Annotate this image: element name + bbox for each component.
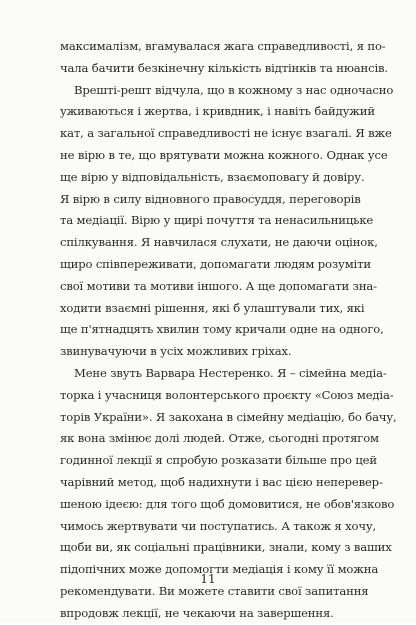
text-line: рекомендувати. Ви можете ставити свої запитання <box>60 583 369 598</box>
text-line: свої мотиви та мотиви іншого. А ще допомагати зна- <box>60 278 377 293</box>
text-line: шеною ідеєю: для того щоб домовитися, не обов'язково <box>60 496 395 511</box>
text-line: ще вірю у відповідальність, взаємоповагу й довіру. <box>60 169 365 184</box>
text-line: підопічних може допомогти медіація і кому її можна <box>60 562 379 577</box>
text-line: чимось жертвувати чи поступатись. А також я хочу, <box>60 518 377 533</box>
body-text <box>60 36 397 625</box>
text-line: звинувачуючи в усіх можливих гріхах. <box>60 344 292 359</box>
text-line: спілкування. Я навчилася слухати, не даючи оцінок, <box>60 235 378 250</box>
text-line: уживаються і жертва, і кривдник, і навіть байдужий <box>60 104 375 119</box>
text-line: щиро співпереживати, допомагати людям розуміти <box>60 256 371 271</box>
text-line: чарівний метод, щоб надихнути і вас цією неперевер- <box>60 474 383 489</box>
text-line: та медіації. Вірю у щирі почуття та ненасильницьке <box>60 213 374 228</box>
text-line: впродовж лекції, не чекаючи на завершення. <box>60 605 334 620</box>
paragraph-start-line: Врешті-решт відчула, що в кожному з нас одночасно <box>74 82 394 97</box>
text-line: ходити взаємні рішення, які б улаштували тих, які <box>60 300 365 315</box>
text-line: щоби ви, як соціальні працівники, знали, кому з ваших <box>60 540 392 555</box>
text-line: кат, а загальної справедливості не існує взагалі. Я вже <box>60 126 392 141</box>
text-line: не вірю в те, що врятувати можна кожного. Однак усе <box>60 147 388 162</box>
text-line: ще п'ятнадцять хвилин тому кричали одне на одного, <box>60 322 384 337</box>
text-line: торів України». Я закохана в сімейну медіацію, бо бачу, <box>60 409 397 424</box>
text-line: максималізм, вгамувалася жага справедливості, я по- <box>60 39 386 53</box>
text-line: годинної лекції я спробую розказати більше про цей <box>60 453 377 468</box>
text-line: Я вірю в силу відновного правосуддя, переговорів <box>60 191 361 206</box>
page-number: 11 <box>200 572 216 586</box>
text-line: торка і учасниця волонтерського проєкту «Союз медіа- <box>60 387 394 402</box>
paragraph-start-line: Мене звуть Варвара Нестеренко. Я – сімейна медіа- <box>74 365 387 380</box>
text-line: як вона змінює долі людей. Отже, сьогодні протягом <box>60 431 379 446</box>
text-line: чала бачити безкінечну кількість відтінків та нюансів. <box>60 60 388 75</box>
